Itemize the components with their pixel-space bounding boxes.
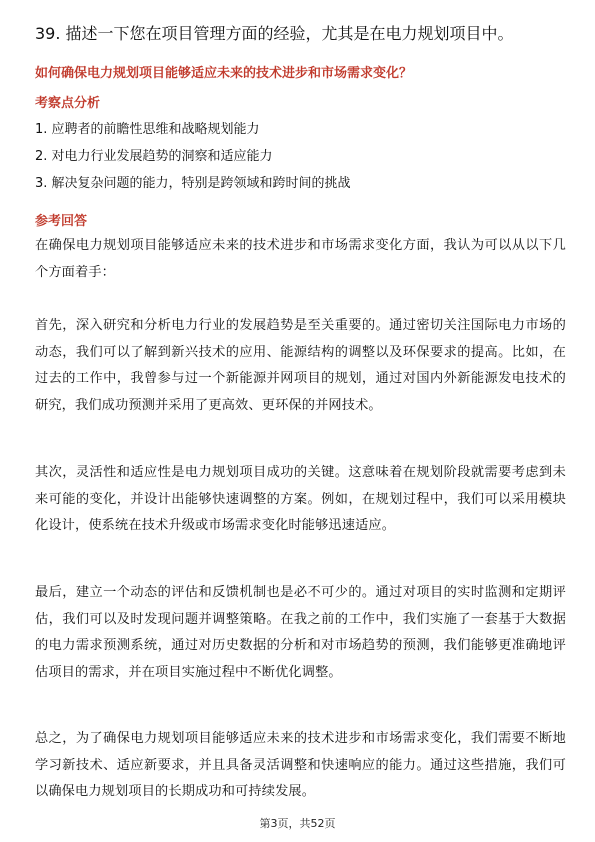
answer-paragraph: 在确保电力规划项目能够适应未来的技术进步和市场需求变化方面，我认为可以从以下几个方面着手： bbox=[35, 238, 566, 280]
sub-question: 如何确保电力规划项目能够适应未来的技术进步和市场需求变化？ bbox=[35, 66, 413, 81]
answer-paragraph: 其次，灵活性和适应性是电力规划项目成功的关键。这意味着在规划阶段就需要考虑到未来可能的变化，并设计出能够快速调整的方案。例如，在规划过程中，我们可以采用模块化设计，使系统在技术升级或市场需求变化时能够迅速适应。 bbox=[35, 465, 566, 534]
answer-paragraph: 最后，建立一个动态的评估和反馈机制也是必不可少的。通过对项目的实时监测和定期评估，我们可以及时发现问题并调整策略。在我之前的工作中，我们实施了一套基于大数据的电力需求预测系统，通过对历史数据的分析和对市场趋势的预测，我们能够更准确地评估项目的需求，并在项目实施过程中不断优化调整。 bbox=[35, 585, 566, 680]
analysis-point: 2. 对电力行业发展趋势的洞察和适应能力 bbox=[35, 149, 273, 164]
page-indicator: 第3页，共52页 bbox=[259, 817, 336, 830]
answer-heading: 参考回答 bbox=[35, 214, 88, 229]
analysis-point: 1. 应聘者的前瞻性思维和战略规划能力 bbox=[35, 122, 260, 137]
analysis-heading: 考察点分析 bbox=[35, 96, 101, 111]
answer-paragraph: 总之，为了确保电力规划项目能够适应未来的技术进步和市场需求变化，我们需要不断地学习新技术、适应新要求，并且具备灵活调整和快速响应的能力。通过这些措施，我们可以确保电力规划项目的长期成功和可持续发展。 bbox=[35, 731, 566, 800]
question-title: 39. 描述一下您在项目管理方面的经验，尤其是在电力规划项目中。 bbox=[35, 24, 514, 43]
answer-paragraph: 首先，深入研究和分析电力行业的发展趋势是至关重要的。通过密切关注国际电力市场的动态，我们可以了解到新兴技术的应用、能源结构的调整以及环保要求的提高。比如，在过去的工作中，我曾参与过一个新能源并网项目的规划，通过对国内外新能源发电技术的研究，我们成功预测并采用了更高效、更环保的并网技术。 bbox=[35, 318, 566, 413]
analysis-point: 3. 解决复杂问题的能力，特别是跨领域和跨时间的挑战 bbox=[35, 176, 351, 191]
